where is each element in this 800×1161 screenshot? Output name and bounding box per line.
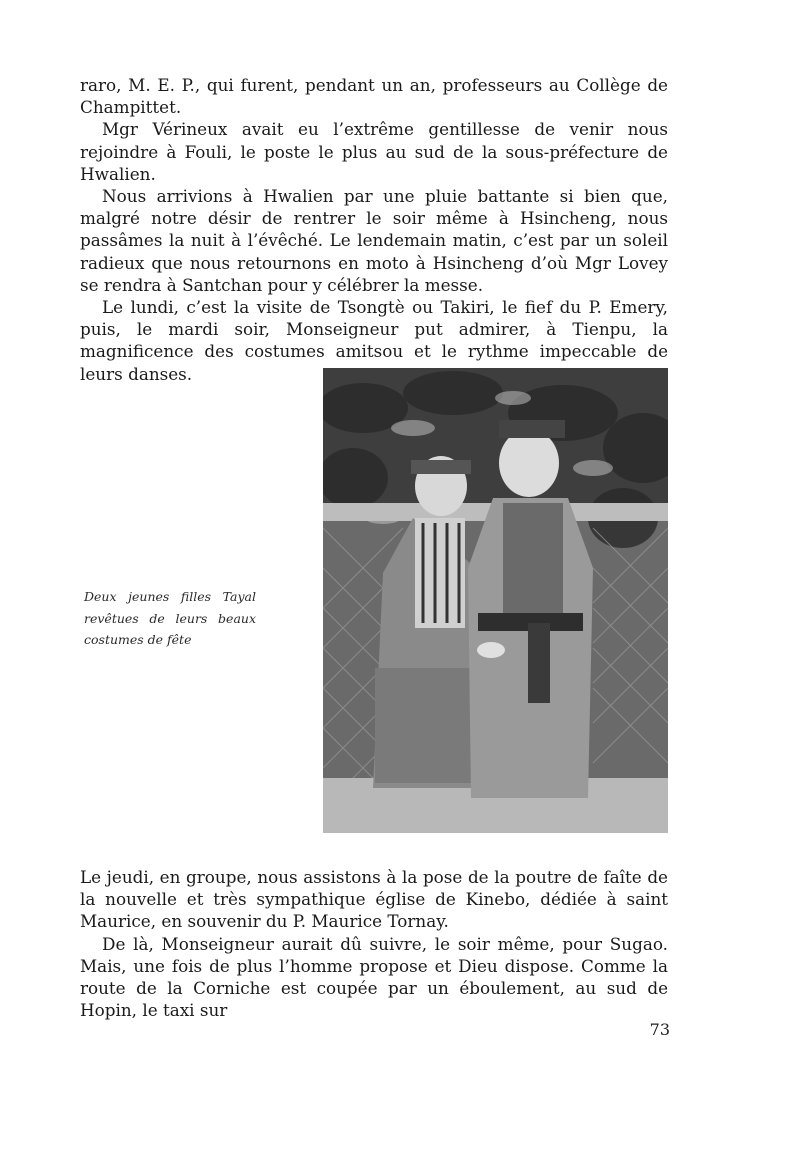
bottom-text-block — [80, 866, 668, 1021]
photo-illustration — [323, 368, 668, 833]
page-number: 73 — [649, 1020, 670, 1039]
paragraph: Nous arrivions à Hwalien par une pluie battante si bien que, malgré notre désir de rentrer le soir même à Hsincheng, nous passâmes la nuit à l’évêché. Le lendemain matin, c’est par un soleil radieux que nous retournons en moto à Hsincheng d’où Mgr Lovey se rendra à Santchan pour y célébrer la messe. — [80, 186, 668, 295]
paragraph: Le jeudi, en groupe, nous assistons à la pose de la poutre de faîte de la nouvelle et très sympathique église de Kinebo, dédiée à saint Maurice, en souvenir du P. Maurice Tornay. — [80, 867, 668, 932]
paragraph: De là, Monseigneur aurait dû suivre, le soir même, pour Sugao. Mais, une fois de plus l’homme propose et Dieu dispose. Comme la route de la Corniche est coupée par un éboulement, au sud de Hopin, le taxi sur — [80, 933, 668, 1021]
photograph-two-girls — [323, 368, 668, 833]
paragraph: raro, M. E. P., qui furent, pendant un an, professeurs au Collège de Champittet. — [80, 75, 668, 118]
top-text-block — [80, 74, 668, 385]
photo-caption: Deux jeunes filles Tayal revêtues de leurs beaux costumes de fête — [84, 589, 256, 647]
paragraph: Le lundi, c’est la visite de Tsongtè ou Takiri, le fief du P. Emery, puis, le mardi soir, Monseigneur put admirer, à Tienpu, la magnificence des costumes amitsou et le rythme impeccable de leurs danses. — [80, 297, 668, 384]
paragraph: Mgr Vérineux avait eu l’extrême gentillesse de venir nous rejoindre à Fouli, le poste le plus au sud de la sous-préfecture de Hwalien. — [80, 119, 668, 184]
